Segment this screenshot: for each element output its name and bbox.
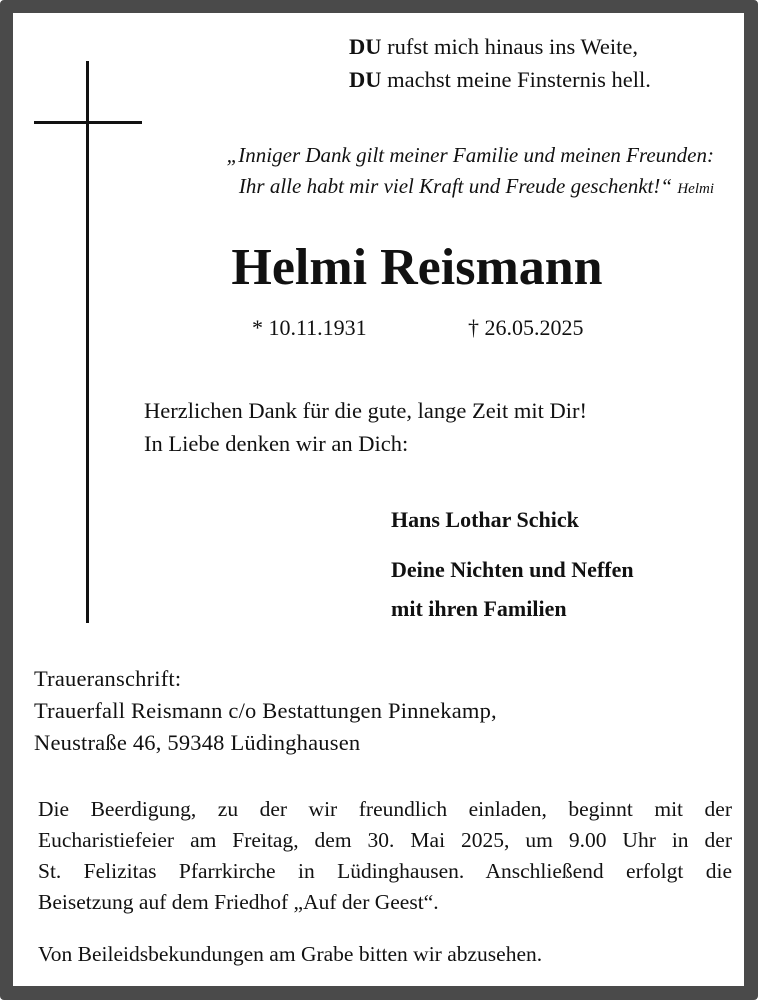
motto-line-2	[349, 63, 651, 96]
death-date: † 26.05.2025	[468, 315, 584, 340]
thanks-text	[144, 394, 587, 460]
mourning-address	[34, 663, 497, 759]
motto-text: machst meine Finsternis hell.	[381, 67, 651, 92]
deceased-name: Helmi Reismann	[231, 239, 603, 296]
motto-emphasis: DU	[349, 34, 382, 59]
cross-icon-vertical-bar	[86, 61, 89, 623]
mourner-family-line-2: mit ihren Familien	[391, 596, 567, 621]
quote-line-1: „Inniger Dank gilt meiner Familie und meinen Freunden:	[226, 143, 714, 167]
funeral-line-3: St. Felizitas Pfarrkirche in Lüdinghausen. Anschließend erfolgt die	[38, 859, 732, 883]
motto-verse	[349, 30, 651, 96]
condolence-note: Von Beileidsbekundungen am Grabe bitten wir abzusehen.	[38, 942, 543, 966]
thanks-line-1: Herzlichen Dank für die gute, lange Zeit mit Dir!	[144, 398, 587, 423]
motto-text: rufst mich hinaus ins Weite,	[381, 34, 638, 59]
quote-block	[227, 140, 714, 205]
mourner-family-line-1: Deine Nichten und Neffen	[391, 557, 634, 582]
cross-icon-horizontal-bar	[34, 121, 142, 124]
funeral-line-4: Beisetzung auf dem Friedhof „Auf der Geest“.	[38, 890, 439, 914]
quote-line-2	[227, 171, 714, 205]
birth-date: * 10.11.1931	[252, 315, 367, 340]
funeral-line-1: Die Beerdigung, zu der wir freundlich einladen, beginnt mit der	[38, 797, 732, 821]
mourner-family	[391, 550, 634, 628]
funeral-line-2: Eucharistiefeier am Freitag, dem 30. Mai 2025, um 9.00 Uhr in der	[38, 828, 732, 852]
funeral-info	[38, 794, 732, 918]
quote-text: Ihr alle habt mir viel Kraft und Freude geschenkt!“	[238, 174, 673, 198]
motto-emphasis: DU	[349, 67, 382, 92]
mourner-primary: Hans Lothar Schick	[391, 507, 579, 532]
address-line-1: Trauerfall Reismann c/o Bestattungen Pinnekamp,	[34, 698, 497, 723]
address-label: Traueranschrift:	[34, 666, 182, 691]
motto-line-1	[349, 30, 651, 63]
address-line-2: Neustraße 46, 59348 Lüdinghausen	[34, 730, 361, 755]
quote-signature: Helmi	[677, 181, 714, 197]
thanks-line-2: In Liebe denken wir an Dich:	[144, 431, 409, 456]
